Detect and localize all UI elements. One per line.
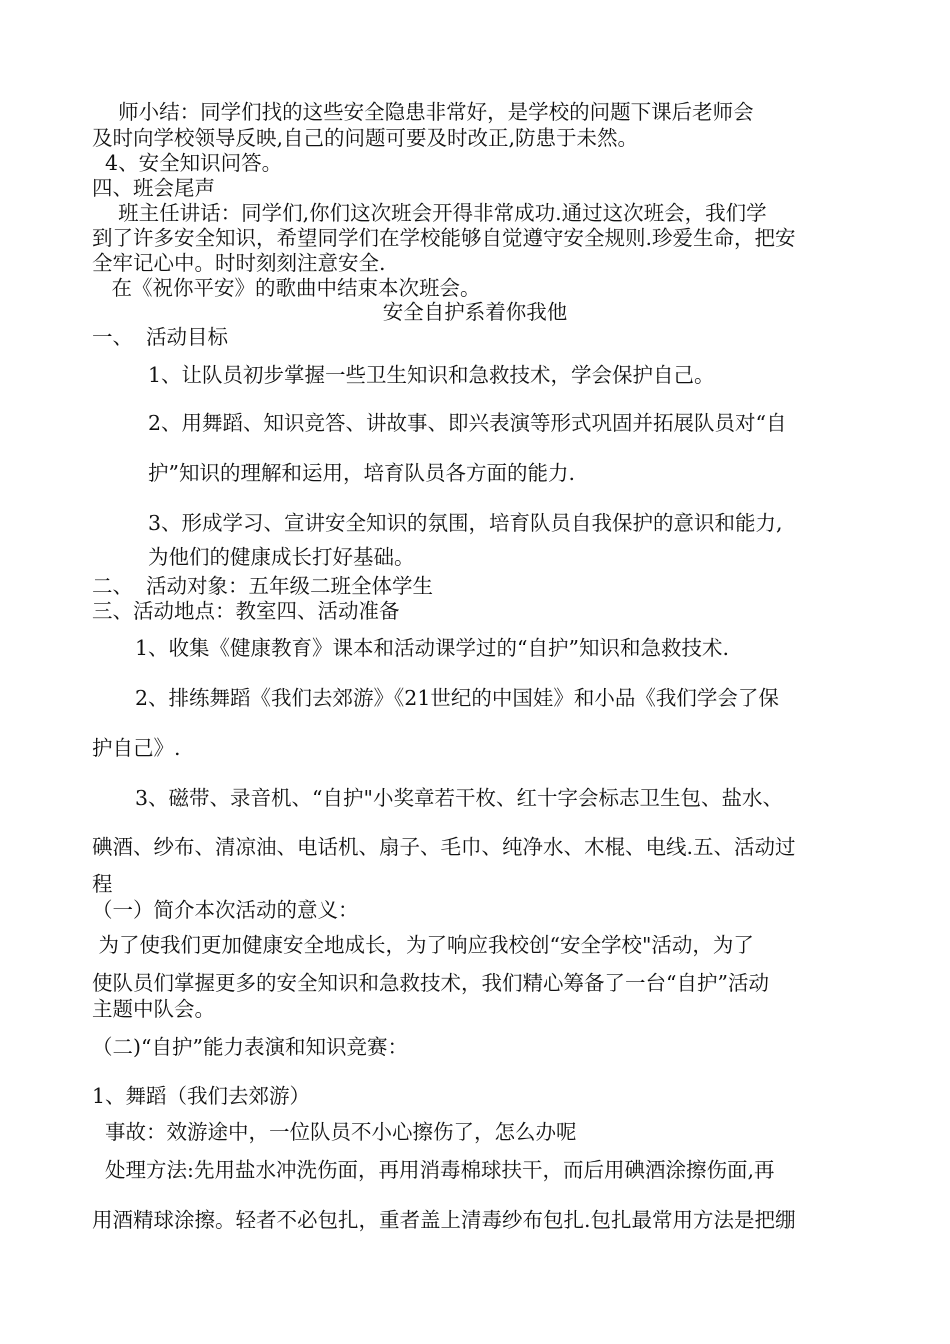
list-item: 4、安全知识问答。 [92, 151, 283, 175]
list-item: 2、用舞蹈、知识竞答、讲故事、即兴表演等形式巩固并拓展队员对“自 [148, 411, 787, 435]
text-line: 到了许多安全知识，希望同学们在学校能够自觉遵守安全规则.珍爱生命，把安 [92, 226, 796, 250]
text-line: 及时向学校领导反映,自己的问题可要及时改正,防患于未然。 [92, 126, 639, 150]
section-heading: 一、 活动目标 [92, 325, 229, 349]
list-item: 3、形成学习、宣讲安全知识的氛围，培育队员自我保护的意识和能力, [148, 511, 783, 535]
document-title: 安全自护系着你我他 [382, 300, 568, 324]
text-line: 主题中队会。 [92, 997, 215, 1021]
text-line: 为了使我们更加健康安全地成长，为了响应我校创“安全学校"活动，为了 [92, 933, 754, 957]
section-heading: （一）简介本次活动的意义： [92, 898, 359, 922]
section-heading: 二、 活动对象：五年级二班全体学生 [92, 574, 434, 598]
list-item: 3、磁带、录音机、“自护"小奖章若干枚、红十字会标志卫生包、盐水、 [135, 786, 783, 810]
text-line: 用酒精球涂擦。轻者不必包扎，重者盖上清毒纱布包扎.包扎最常用方法是把绷 [92, 1208, 796, 1232]
section-heading: （二)“自护”能力表演和知识竞赛： [92, 1035, 408, 1059]
text-line: 事故：效游途中，一位队员不小心擦伤了，怎么办呢 [92, 1120, 577, 1144]
text-line: 程 [92, 872, 113, 896]
text-line: 处理方法:先用盐水冲洗伤面，再用消毒棉球扶干，而后用碘酒涂擦伤面,再 [92, 1158, 775, 1182]
text-line: 为他们的健康成长打好基础。 [148, 545, 415, 569]
text-line: 全牢记心中。时时刻刻注意安全. [92, 251, 386, 275]
text-line: 碘酒、纱布、清凉油、电话机、扇子、毛巾、纯净水、木棍、电线.五、活动过 [92, 835, 796, 859]
section-heading: 三、活动地点：教室四、活动准备 [92, 599, 400, 623]
list-item: 1、让队员初步掌握一些卫生知识和急救技术，学会保护自己。 [148, 363, 715, 387]
text-line: 在《祝你平安》的歌曲中结束本次班会。 [92, 276, 481, 300]
text-line: 使队员们掌握更多的安全知识和急救技术，我们精心筹备了一台“自护”活动 [92, 971, 769, 995]
text-line: 班主任讲话：同学们,你们这次班会开得非常成功.通过这次班会，我们学 [92, 201, 767, 225]
section-heading: 四、班会尾声 [92, 176, 215, 200]
text-line: 护自己》. [92, 736, 181, 760]
text-line: 师小结：同学们找的这些安全隐患非常好，是学校的问题下课后老师会 [92, 100, 754, 124]
list-item: 1、收集《健康教育》课本和活动课学过的“自护”知识和急救技术. [135, 636, 730, 660]
text-line: 护”知识的理解和运用，培育队员各方面的能力. [148, 461, 575, 485]
list-item: 2、排练舞蹈《我们去郊游》《21世纪的中国娃》和小品《我们学会了保 [135, 686, 779, 710]
list-item: 1、舞蹈（我们去郊游） [92, 1084, 311, 1108]
